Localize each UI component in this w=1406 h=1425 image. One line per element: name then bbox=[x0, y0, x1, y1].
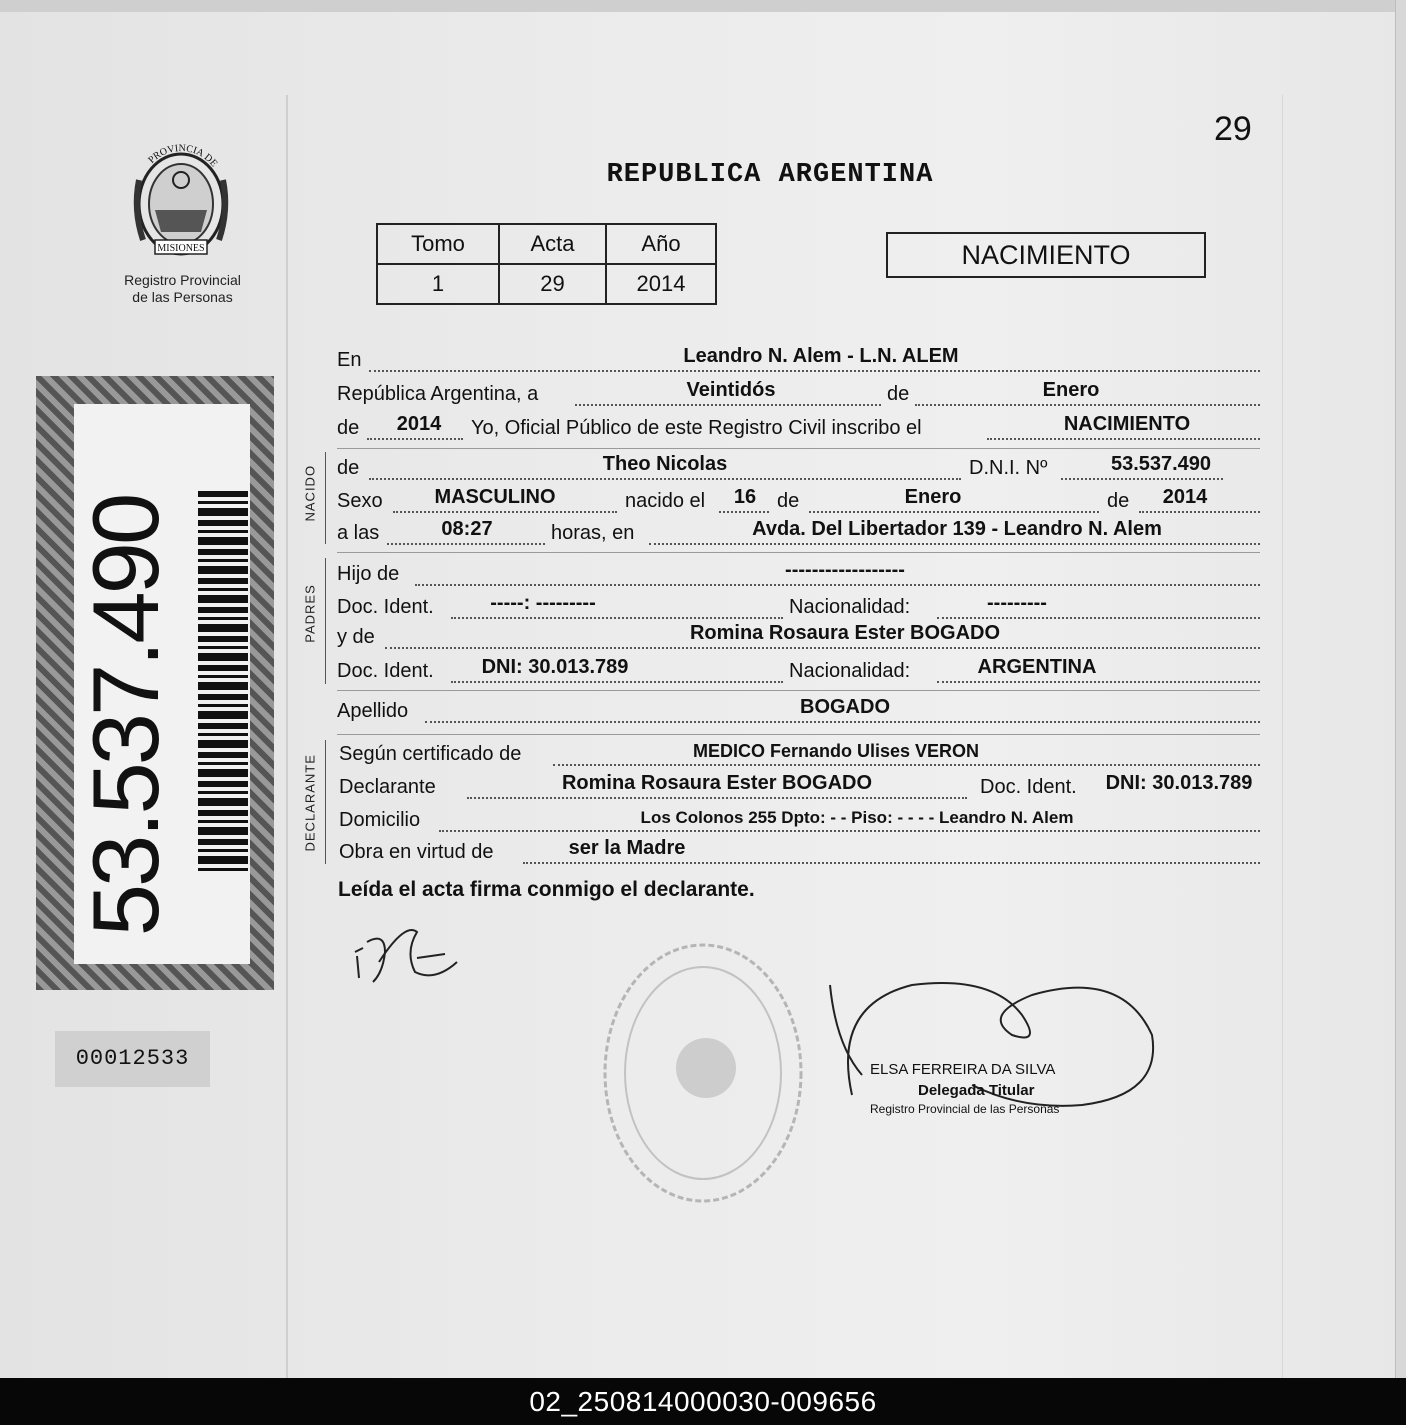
sexo-label: Sexo bbox=[337, 490, 383, 512]
dotted-line bbox=[987, 438, 1260, 440]
top-edge bbox=[0, 0, 1406, 12]
official-role: Delegada Titular bbox=[918, 1082, 1035, 1099]
dotted-line bbox=[387, 543, 545, 545]
republica-label: República Argentina, a bbox=[337, 383, 539, 405]
dotted-line bbox=[467, 797, 967, 799]
section-label-nacido: NACIDO bbox=[302, 464, 318, 522]
de2-label: de bbox=[337, 417, 360, 439]
section-divider bbox=[337, 690, 1260, 691]
dotted-line bbox=[393, 511, 617, 513]
serial-number: 00012533 bbox=[55, 1031, 210, 1087]
declarant-name-value: Romina Rosaura Ester BOGADO bbox=[561, 772, 873, 794]
dni-vertical: 53.537.490 bbox=[73, 495, 178, 937]
dotted-line bbox=[553, 764, 1260, 766]
father-name-value: ------------------ bbox=[785, 559, 905, 581]
nacionalidad-label2: Nacionalidad: bbox=[789, 660, 911, 682]
record-line-father bbox=[337, 560, 1260, 590]
de-label: de bbox=[887, 383, 910, 405]
mother-nationality-value: ARGENTINA bbox=[977, 656, 1097, 678]
misiones-seal-logo bbox=[125, 140, 237, 273]
dni-label: D.N.I. Nº bbox=[969, 457, 1048, 479]
address-value: Los Colonos 255 Dpto: - - Piso: - - - - Leandro N. Alem bbox=[640, 808, 1074, 827]
register-value-tomo: 1 bbox=[377, 264, 499, 304]
record-line-year bbox=[337, 414, 1260, 444]
left-margin-divider bbox=[286, 95, 288, 1378]
father-doc-value: -----: --------- bbox=[490, 592, 596, 614]
de4-label: de bbox=[1107, 490, 1130, 512]
place-value: Leandro N. Alem - L.N. ALEM bbox=[683, 345, 959, 367]
dotted-line bbox=[451, 617, 783, 619]
record-type-box: NACIMIENTO bbox=[886, 232, 1206, 278]
section-divider bbox=[337, 734, 1260, 735]
section-divider bbox=[337, 448, 1260, 449]
logo-caption bbox=[95, 272, 270, 306]
right-edge bbox=[1395, 0, 1406, 1378]
hijo-label: Hijo de bbox=[337, 563, 400, 585]
record-line-time-place bbox=[337, 519, 1260, 549]
day-words-value: Veintidós bbox=[686, 379, 776, 401]
dotted-line bbox=[369, 478, 961, 480]
record-line-surname bbox=[337, 697, 1260, 727]
dotted-line bbox=[415, 584, 1260, 586]
logo-arc-text: PROVINCIA DE bbox=[146, 142, 220, 170]
surname-value: BOGADO bbox=[800, 696, 890, 718]
dotted-line bbox=[425, 721, 1260, 723]
dni-barcode-area bbox=[66, 446, 256, 946]
dotted-line bbox=[367, 438, 463, 440]
dotted-line bbox=[523, 862, 1260, 864]
en-label: En bbox=[337, 349, 362, 371]
record-line-capacity bbox=[337, 838, 1260, 868]
logo-bottom-text: MISIONES bbox=[157, 243, 205, 254]
certificado-label: Según certificado de bbox=[339, 743, 522, 765]
name-de-label: de bbox=[337, 457, 360, 479]
domicilio-label: Domicilio bbox=[339, 809, 421, 831]
official-office: Registro Provincial de las Personas bbox=[870, 1102, 1060, 1116]
security-label bbox=[36, 376, 274, 990]
record-line-address bbox=[337, 806, 1260, 836]
dotted-line bbox=[809, 511, 1099, 513]
act-type-value: NACIMIENTO bbox=[1063, 413, 1191, 435]
birth-day-value: 16 bbox=[733, 486, 757, 508]
declarant-doc-value: DNI: 30.013.789 bbox=[1105, 772, 1253, 794]
child-name-value: Theo Nicolas bbox=[602, 453, 728, 475]
apellido-label: Apellido bbox=[337, 700, 409, 722]
de3-label: de bbox=[777, 490, 800, 512]
declarant-signature bbox=[345, 912, 475, 997]
section-bar-nacido bbox=[325, 452, 326, 544]
a-las-label: a las bbox=[337, 522, 380, 544]
logo-caption-line1: Registro Provincial bbox=[124, 272, 241, 288]
declarante-label: Declarante bbox=[339, 776, 436, 798]
register-value-acta: 29 bbox=[499, 264, 606, 304]
dotted-line bbox=[385, 647, 1260, 649]
dotted-line bbox=[719, 511, 769, 513]
logo-caption-line2: de las Personas bbox=[132, 289, 233, 305]
sex-value: MASCULINO bbox=[434, 486, 556, 508]
doc-label: Doc. Ident. bbox=[337, 596, 434, 618]
birth-month-value: Enero bbox=[904, 486, 962, 508]
certificate-value: MEDICO Fernando Ulises VERON bbox=[692, 741, 980, 761]
obra-label: Obra en virtud de bbox=[339, 841, 494, 863]
month-value: Enero bbox=[1042, 379, 1100, 401]
birth-year-value: 2014 bbox=[1162, 486, 1208, 508]
dotted-line bbox=[1061, 478, 1223, 480]
birth-place-value: Avda. Del Libertador 139 - Leandro N. Alem bbox=[752, 518, 1162, 540]
horas-label: horas, en bbox=[551, 522, 635, 544]
dotted-line bbox=[937, 617, 1260, 619]
section-divider bbox=[337, 552, 1260, 553]
barcode bbox=[198, 491, 248, 871]
dotted-line bbox=[451, 681, 783, 683]
mother-doc-value: DNI: 30.013.789 bbox=[481, 656, 629, 678]
dotted-line bbox=[575, 404, 881, 406]
y-de-label: y de bbox=[337, 626, 375, 648]
section-label-padres: PADRES bbox=[302, 584, 318, 643]
record-line-child-name bbox=[337, 454, 1260, 484]
dotted-line bbox=[649, 543, 1260, 545]
record-line-date bbox=[337, 380, 1260, 410]
record-line-mother bbox=[337, 623, 1260, 653]
official-name: ELSA FERREIRA DA SILVA bbox=[870, 1061, 1056, 1078]
doc-label3: Doc. Ident. bbox=[980, 776, 1077, 798]
capacity-value: ser la Madre bbox=[568, 837, 686, 859]
dotted-line bbox=[1139, 511, 1260, 513]
doc-label2: Doc. Ident. bbox=[337, 660, 434, 682]
oficial-text: Yo, Oficial Público de este Registro Civil inscribo el bbox=[471, 417, 922, 439]
closing-statement: Leída el acta firma conmigo el declarante. bbox=[338, 878, 755, 901]
record-line-mother-doc bbox=[337, 657, 1260, 687]
register-header-anio: Año bbox=[606, 224, 716, 264]
right-margin-divider bbox=[1282, 95, 1283, 1378]
nacido-label: nacido el bbox=[625, 490, 706, 512]
section-label-declarante: DECLARANTE bbox=[302, 754, 318, 852]
record-line-certificate bbox=[337, 740, 1260, 770]
page-number: 29 bbox=[1214, 110, 1252, 148]
child-dni-value: 53.537.490 bbox=[1110, 453, 1212, 475]
section-bar-padres bbox=[325, 558, 326, 684]
register-table bbox=[376, 223, 717, 305]
dotted-line bbox=[439, 830, 1260, 832]
register-value-anio: 2014 bbox=[606, 264, 716, 304]
scan-footer-code: 02_250814000030-009656 bbox=[0, 1378, 1406, 1425]
nacionalidad-label: Nacionalidad: bbox=[789, 596, 911, 618]
dotted-line bbox=[369, 370, 1260, 372]
page-title: REPUBLICA ARGENTINA bbox=[606, 160, 934, 190]
register-header-acta: Acta bbox=[499, 224, 606, 264]
official-stamp bbox=[598, 938, 808, 1213]
record-line-place bbox=[337, 346, 1260, 376]
mother-name-value: Romina Rosaura Ester BOGADO bbox=[689, 622, 1001, 644]
section-bar-declarante bbox=[325, 740, 326, 864]
record-line-declarant bbox=[337, 773, 1260, 803]
record-line-sex bbox=[337, 487, 1260, 517]
year-value: 2014 bbox=[396, 413, 442, 435]
dotted-line bbox=[937, 681, 1260, 683]
dotted-line bbox=[915, 404, 1260, 406]
register-header-tomo: Tomo bbox=[377, 224, 499, 264]
birth-time-value: 08:27 bbox=[441, 518, 493, 540]
father-nationality-value: --------- bbox=[987, 592, 1047, 614]
record-line-father-doc bbox=[337, 593, 1260, 623]
